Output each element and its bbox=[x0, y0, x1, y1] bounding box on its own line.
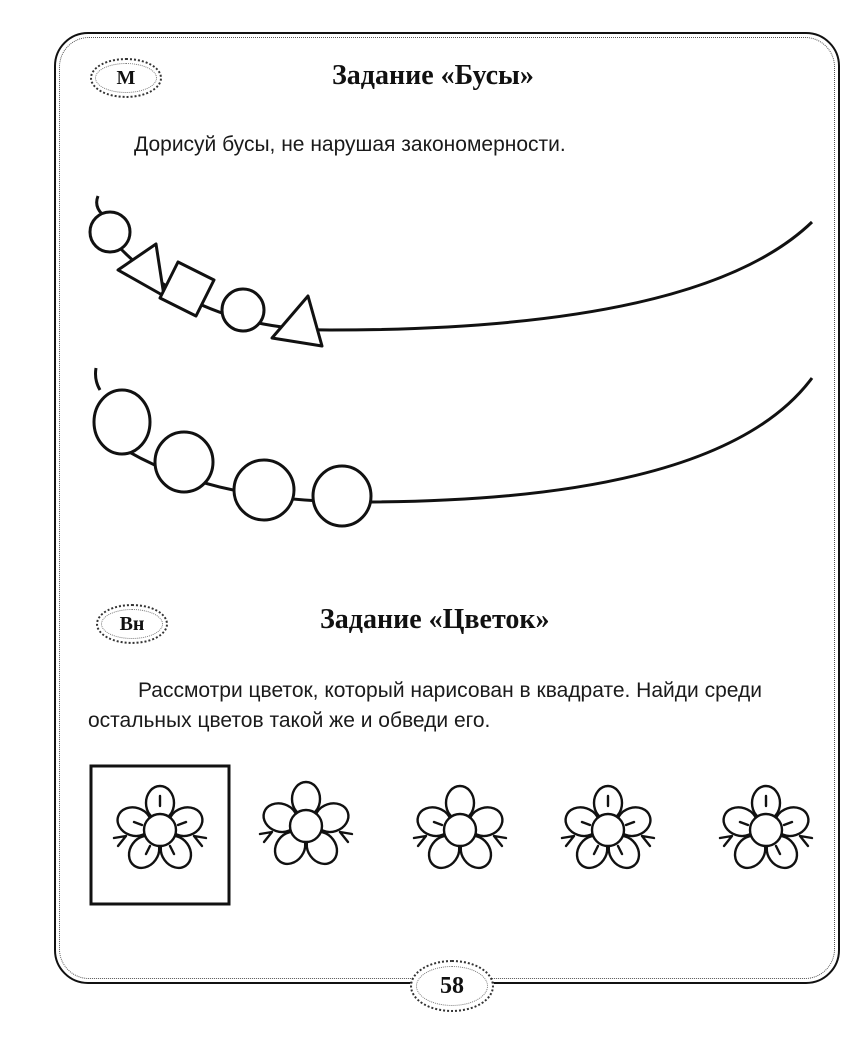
task2-title: Задание «Цветок» bbox=[320, 604, 550, 635]
flower-option bbox=[562, 786, 654, 874]
flower-option bbox=[260, 782, 352, 870]
flower-sample bbox=[114, 786, 206, 874]
task1-title: Задание «Бусы» bbox=[332, 60, 534, 91]
task2-instruction: Рассмотри цветок, который нарисован в квадрате. Найди среди остальных цветов такой же и обведи его. bbox=[88, 679, 762, 732]
flower-option bbox=[720, 786, 812, 874]
flower-option bbox=[414, 786, 506, 874]
task1-badge-label: М bbox=[116, 66, 136, 89]
task2-badge-label: Вн bbox=[119, 612, 145, 635]
task1-instruction: Дорисуй бусы, не нарушая закономерности. bbox=[134, 133, 566, 156]
page-number-badge bbox=[410, 960, 494, 1012]
page-number: 58 bbox=[440, 972, 464, 999]
